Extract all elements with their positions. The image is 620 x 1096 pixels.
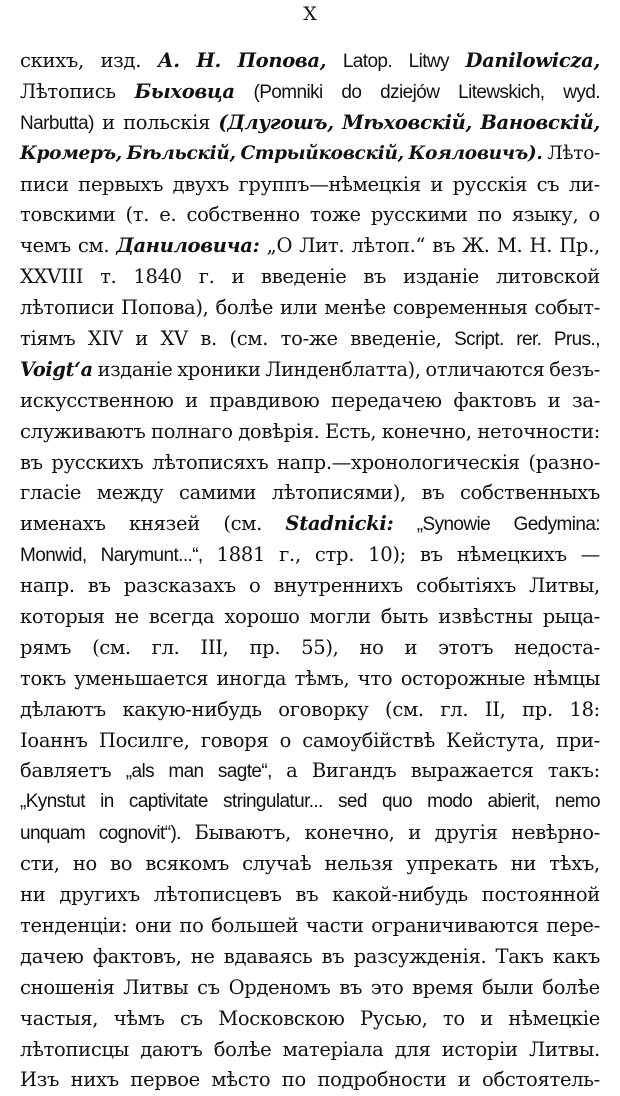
word: лѣтописяхъ xyxy=(152,450,269,474)
word: упрекать xyxy=(406,852,498,876)
emphasized-word: Бѣльскій, xyxy=(126,142,236,164)
text-line xyxy=(20,911,600,942)
word: ни xyxy=(510,852,537,876)
word: изданіе xyxy=(97,357,173,381)
word: Narymunt...“, xyxy=(100,545,203,567)
word: (см. xyxy=(385,697,424,721)
word: безъ- xyxy=(549,357,600,381)
word: Litewskich, xyxy=(458,81,545,103)
word: вдаваясь xyxy=(223,944,313,968)
word: sagte“, xyxy=(217,761,272,783)
word: конечно, xyxy=(304,821,395,845)
word: Изъ xyxy=(20,1068,60,1092)
word: (Pomniki xyxy=(253,81,323,103)
word: тенденціи: xyxy=(20,913,128,937)
word: это xyxy=(370,975,404,999)
word: рыца- xyxy=(542,605,600,629)
word: XXVIII xyxy=(20,265,84,289)
word: съ xyxy=(536,172,560,196)
word: „Kynstut xyxy=(20,791,85,813)
text-line xyxy=(20,108,600,139)
text-line xyxy=(20,509,600,540)
word: nemo xyxy=(554,791,600,813)
text-line xyxy=(20,200,600,231)
word: языку, xyxy=(511,203,579,227)
word: время xyxy=(412,975,474,999)
text-line xyxy=(20,417,600,448)
word: дѣлаютъ xyxy=(20,697,106,721)
text-line xyxy=(20,231,600,262)
word: тѣмъ, xyxy=(294,666,350,690)
word: М. xyxy=(496,234,523,258)
text-line xyxy=(20,664,600,695)
text-line xyxy=(20,355,600,386)
text-line xyxy=(20,324,600,355)
word: разсужденія. xyxy=(353,944,487,968)
text-line xyxy=(20,170,600,201)
word: введеніе xyxy=(261,265,347,289)
word: о xyxy=(279,728,292,752)
word: сти, xyxy=(20,852,60,876)
word: искусственною xyxy=(20,388,174,412)
word: см. xyxy=(77,234,110,258)
word: ограничиваются xyxy=(371,913,539,937)
word: довѣрія. xyxy=(238,419,320,443)
word: извѣстны xyxy=(438,605,533,629)
word: дачею xyxy=(20,944,84,968)
word: русскими xyxy=(370,203,468,227)
word: и xyxy=(102,110,115,134)
word: (т. xyxy=(125,203,150,227)
word: II, xyxy=(484,697,506,721)
word: Іоаннъ xyxy=(20,728,88,752)
word: — xyxy=(580,543,600,567)
text-line xyxy=(20,942,600,973)
word: передачею xyxy=(330,388,442,412)
word: первыхъ xyxy=(78,172,164,196)
word: Линденблатта), xyxy=(265,357,421,381)
word: изданіе xyxy=(403,265,480,289)
word: какъ xyxy=(552,944,600,968)
emphasized-word: Voigt‘а xyxy=(20,357,93,381)
word: изд. xyxy=(100,49,142,72)
word: другихъ xyxy=(59,883,140,907)
word: товскими xyxy=(20,203,116,227)
word: о xyxy=(249,574,261,598)
word: лѣтописцы xyxy=(20,1037,129,1061)
word: е. xyxy=(159,203,177,227)
word: событіяхъ xyxy=(415,574,516,598)
text-line xyxy=(20,602,600,633)
word: что xyxy=(357,666,393,690)
word: писи xyxy=(20,172,69,196)
word: captivitate xyxy=(128,791,208,813)
word: Лит. xyxy=(299,234,345,258)
word: Вигандъ xyxy=(311,759,397,783)
word: менѣе xyxy=(324,296,386,320)
word: stringulatur... xyxy=(223,791,323,813)
word: самими xyxy=(179,481,257,505)
word: они xyxy=(134,913,172,937)
word: недоста- xyxy=(514,635,600,659)
word: рямъ xyxy=(20,635,72,659)
page-number: X xyxy=(303,3,317,25)
text-line xyxy=(20,880,600,911)
word: напр. xyxy=(20,574,75,598)
word: Litwy xyxy=(408,51,449,72)
word: съ xyxy=(180,1006,203,1030)
word: по xyxy=(281,1068,306,1092)
word: стр. xyxy=(314,543,355,567)
word: в. xyxy=(200,327,217,351)
word: разсказахъ xyxy=(123,574,236,598)
word: уменьшается xyxy=(74,666,209,690)
word: въ xyxy=(432,234,456,258)
word: чемъ xyxy=(20,234,71,258)
word: Latop. xyxy=(342,51,393,72)
word: тѣхъ, xyxy=(549,852,600,876)
emphasized-word: Стрыйковскій, xyxy=(240,142,404,164)
text-line xyxy=(20,849,600,880)
word: нельзя xyxy=(324,852,394,876)
word: полнаго xyxy=(151,419,233,443)
word: ли- xyxy=(568,172,600,196)
word: Gedymina: xyxy=(513,514,600,536)
word: Лѣто- xyxy=(547,142,600,164)
text-line xyxy=(20,386,600,417)
word: о xyxy=(588,203,600,227)
word: Бываютъ, xyxy=(194,821,291,845)
word: какую-нибудь xyxy=(122,697,262,721)
word: введеніе, xyxy=(350,327,442,351)
word: болѣе xyxy=(542,975,600,999)
word: „О xyxy=(266,234,293,258)
word: въ xyxy=(87,574,111,598)
word: неточности: xyxy=(477,419,600,443)
word: не xyxy=(114,605,139,629)
word: всегда xyxy=(148,605,215,629)
word: abierit, xyxy=(487,791,540,813)
text-line xyxy=(20,1035,600,1066)
text-line xyxy=(20,448,600,479)
word: русскія xyxy=(452,172,528,196)
text-line xyxy=(20,77,600,108)
word: sed xyxy=(337,791,367,813)
word: Monwid, xyxy=(20,545,87,567)
word: quo xyxy=(382,791,412,813)
text-line xyxy=(20,973,600,1004)
word: Narbutta) xyxy=(20,112,94,134)
word: скихъ, xyxy=(20,49,84,72)
word: (разно- xyxy=(528,450,600,474)
word: (см. xyxy=(92,635,131,659)
word: Литвы, xyxy=(529,574,600,598)
word: обстоятель- xyxy=(482,1068,600,1092)
word: по xyxy=(179,913,204,937)
word: а xyxy=(286,759,298,783)
word: то-же xyxy=(280,327,338,351)
word: части xyxy=(305,913,364,937)
text-line xyxy=(20,1065,600,1096)
word: постоянной xyxy=(481,883,600,907)
word: польскія xyxy=(123,110,211,134)
text-line xyxy=(20,756,600,787)
word: могли xyxy=(309,605,371,629)
word: болѣе xyxy=(215,296,274,320)
word: но xyxy=(359,635,384,659)
word: Московскою xyxy=(218,1006,345,1030)
word: сношенія xyxy=(20,975,115,999)
word: въ xyxy=(421,481,445,505)
word: въ xyxy=(339,975,363,999)
word: Script. xyxy=(454,329,504,351)
word: даютъ xyxy=(140,1037,203,1061)
word: случаѣ xyxy=(242,852,312,876)
emphasized-word: Danilowicza, xyxy=(465,49,600,72)
word: Н. xyxy=(529,234,553,258)
word: 18: xyxy=(569,697,600,721)
word: „Synowie xyxy=(416,514,491,536)
word: лѣтописцевъ xyxy=(153,883,282,907)
word: не xyxy=(190,944,215,968)
word: Есть, xyxy=(325,419,377,443)
word: 55), xyxy=(301,635,339,659)
word: и xyxy=(135,327,148,351)
emphasized-word: Вановскій, xyxy=(480,110,600,134)
word: при- xyxy=(556,728,600,752)
word: фактовъ xyxy=(453,388,537,412)
emphasized-word: (Длугошъ, xyxy=(218,110,334,134)
emphasized-word: Попова, xyxy=(237,49,327,72)
word: Лѣтопись xyxy=(20,79,116,103)
word: быть xyxy=(380,605,429,629)
word: 1881 xyxy=(216,543,266,567)
emphasized-word: Даниловича: xyxy=(116,234,260,258)
word: но xyxy=(72,852,97,876)
word: то xyxy=(442,1006,465,1030)
emphasized-word: Stadnicki: xyxy=(285,512,394,536)
word: wyd. xyxy=(563,81,600,103)
word: (см. xyxy=(229,327,269,351)
word: современныя xyxy=(392,296,528,320)
word: Посилге, xyxy=(98,728,190,752)
word: Кейстута, xyxy=(446,728,545,752)
text-line xyxy=(20,726,600,757)
word: отличаются xyxy=(425,357,545,381)
word: или xyxy=(279,296,318,320)
word: Литвы xyxy=(123,975,189,999)
word: хорошо xyxy=(224,605,300,629)
word: выражается xyxy=(410,759,534,783)
word: правдивою xyxy=(209,388,320,412)
text-line xyxy=(20,478,600,509)
word: 10); xyxy=(368,543,406,567)
word: нѣмецкихъ xyxy=(456,543,567,567)
text-line xyxy=(20,293,600,324)
word: и xyxy=(457,1068,471,1092)
word: нихъ xyxy=(70,1068,119,1092)
word: лѣтописи xyxy=(20,296,115,320)
word: и xyxy=(430,172,444,196)
text-line xyxy=(20,46,600,77)
word: гл. xyxy=(151,635,180,659)
word: 1840 xyxy=(133,265,182,289)
word: и xyxy=(480,1006,493,1030)
word: собственныхъ xyxy=(460,481,600,505)
word: матеріала xyxy=(282,1037,384,1061)
word: лѣтописями), xyxy=(271,481,406,505)
word: именахъ xyxy=(20,512,106,536)
word: болѣе xyxy=(213,1037,272,1061)
word: Ж. xyxy=(462,234,490,258)
word: хроники xyxy=(177,357,261,381)
word: Литвы. xyxy=(528,1037,600,1061)
word: въ xyxy=(363,265,387,289)
word: князей xyxy=(129,512,200,536)
text-line xyxy=(20,695,600,726)
word: do xyxy=(341,81,362,103)
word: подробности xyxy=(317,1068,447,1092)
word: XIV xyxy=(87,327,123,351)
word: частыя, xyxy=(20,1006,99,1030)
word: лѣтоп.“ xyxy=(351,234,426,258)
word: въ xyxy=(20,450,43,474)
word: за- xyxy=(572,388,600,412)
word: чѣмъ xyxy=(113,1006,165,1030)
word: Русью, xyxy=(359,1006,428,1030)
word: и xyxy=(185,388,198,412)
word: двухъ xyxy=(172,172,229,196)
word: и xyxy=(404,635,418,659)
word: группъ—нѣмецкія xyxy=(238,172,421,196)
word: dziejów xyxy=(380,81,440,103)
word: Орденомъ xyxy=(228,975,331,999)
word: служиваютъ xyxy=(20,419,146,443)
word: по xyxy=(477,203,502,227)
body-text xyxy=(20,46,600,1096)
word: такъ: xyxy=(547,759,600,783)
text-line xyxy=(20,262,600,293)
emphasized-word: Мѣховскій, xyxy=(342,110,473,134)
word: пере- xyxy=(546,913,600,937)
word: man xyxy=(168,761,204,783)
text-line xyxy=(20,633,600,664)
word: т. xyxy=(100,265,117,289)
word: unquam xyxy=(20,823,86,845)
word: (см. xyxy=(223,512,263,536)
word: rer. xyxy=(516,329,542,351)
word: и xyxy=(547,388,561,412)
word: съ xyxy=(197,975,220,999)
text-line xyxy=(20,139,600,170)
emphasized-word: Кромеръ, xyxy=(20,142,122,164)
text-line xyxy=(20,1004,600,1035)
word: Prus., xyxy=(553,329,600,351)
word: осторожные xyxy=(400,666,526,690)
word: пр. xyxy=(249,635,281,659)
word: бавляетъ xyxy=(20,759,112,783)
word: большей xyxy=(211,913,299,937)
word: литовской xyxy=(495,265,600,289)
text-line xyxy=(20,571,600,602)
word: какой-нибудь xyxy=(332,883,468,907)
emphasized-word: Н. xyxy=(196,49,221,72)
word: г., xyxy=(279,543,301,567)
word: которыя xyxy=(20,605,105,629)
word: первое xyxy=(130,1068,200,1092)
word: XV xyxy=(160,327,188,351)
word: всякомъ xyxy=(145,852,229,876)
word: фактовъ, xyxy=(92,944,182,968)
word: русскихъ xyxy=(51,450,144,474)
word: нѣмцы xyxy=(533,666,600,690)
text-line xyxy=(20,540,600,571)
word: cognovit“). xyxy=(98,823,181,845)
text-line xyxy=(20,787,600,818)
word: нѣмецкіе xyxy=(508,1006,600,1030)
word: другія xyxy=(434,821,498,845)
emphasized-word: Кояловичъ). xyxy=(408,142,543,164)
word: г. xyxy=(198,265,215,289)
word: въ xyxy=(420,543,443,567)
word: событ- xyxy=(534,296,600,320)
word: Пр., xyxy=(559,234,600,258)
word: in xyxy=(100,791,114,813)
word: и xyxy=(231,265,245,289)
word: пр. xyxy=(522,697,553,721)
word: внутреннихъ xyxy=(273,574,403,598)
word: ни xyxy=(20,883,46,907)
word: конечно, xyxy=(381,419,472,443)
word: во xyxy=(110,852,133,876)
word: говоря xyxy=(200,728,269,752)
word: гл. xyxy=(440,697,469,721)
word: и xyxy=(408,821,421,845)
word: Попова), xyxy=(121,296,209,320)
word: токъ xyxy=(20,666,66,690)
word: были xyxy=(482,975,534,999)
word: этотъ xyxy=(438,635,494,659)
word: тоже xyxy=(309,203,361,227)
word: „als xyxy=(125,761,154,783)
word: невѣрно- xyxy=(511,821,600,845)
word: для xyxy=(394,1037,431,1061)
word: самоубійствѣ xyxy=(302,728,435,752)
word: гласіе xyxy=(20,481,82,505)
word: собственно xyxy=(186,203,300,227)
word: напр.—хронологическія xyxy=(276,450,520,474)
word: III, xyxy=(200,635,229,659)
word: тіямъ xyxy=(20,327,76,351)
word: Такъ xyxy=(495,944,544,968)
word: между xyxy=(96,481,164,505)
emphasized-word: Быховца xyxy=(134,79,235,103)
emphasized-word: А. xyxy=(157,49,180,72)
text-line xyxy=(20,818,600,849)
word: исторіи xyxy=(441,1037,518,1061)
word: оговорку xyxy=(278,697,369,721)
word: въ xyxy=(321,944,345,968)
word: modo xyxy=(427,791,473,813)
word: въ xyxy=(295,883,319,907)
word: мѣсто xyxy=(211,1068,271,1092)
word: иногда xyxy=(216,666,287,690)
